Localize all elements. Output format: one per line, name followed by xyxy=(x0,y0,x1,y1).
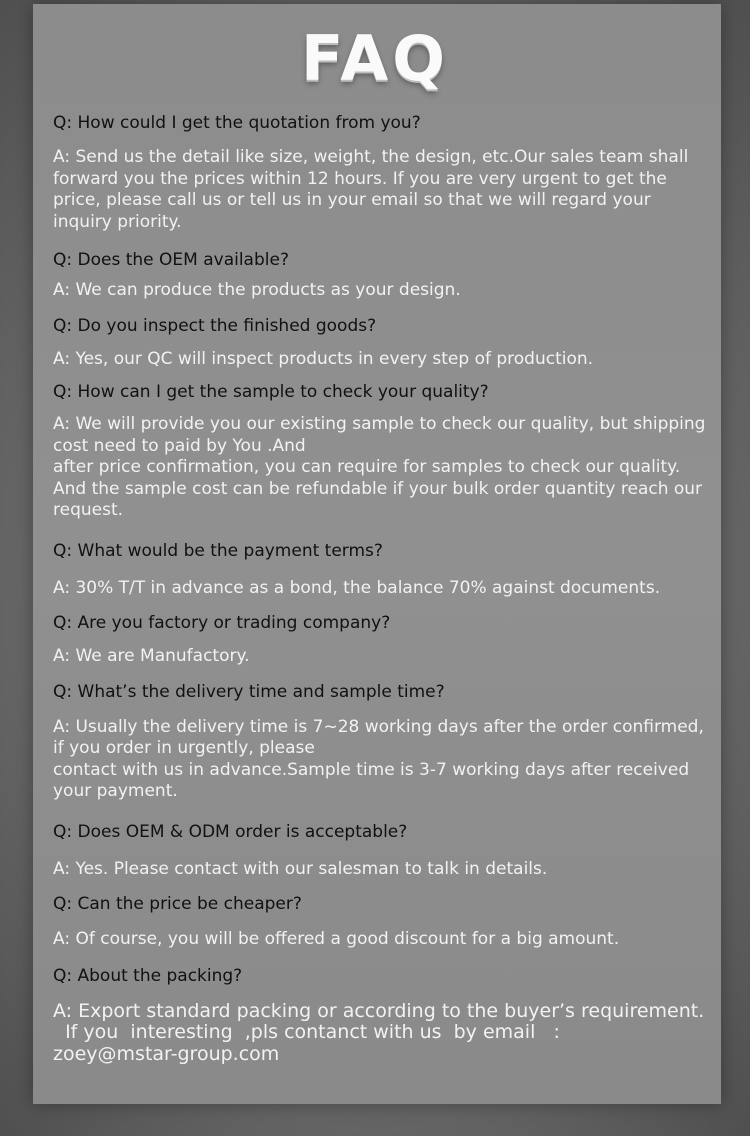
answer xyxy=(53,147,723,233)
answer-line: A: We will provide you our existing sample to check our quality, but shipping xyxy=(53,414,706,434)
answer-line: If you interesting ,pls contanct with us by email : xyxy=(53,1021,560,1043)
answer-line: A: We can produce the products as your design. xyxy=(53,280,461,300)
answer-line: A: Yes. Please contact with our salesman to talk in details. xyxy=(53,858,548,879)
faq-list xyxy=(53,112,723,1065)
question: Q: How could I get the quotation from you? xyxy=(53,113,421,133)
answer-line: A: Usually the delivery time is 7~28 working days after the order confirmed, xyxy=(53,716,704,737)
answer xyxy=(53,859,723,881)
answer-line: forward you the prices within 12 hours. If you are very urgent to get the xyxy=(53,168,667,189)
answer xyxy=(53,578,723,600)
question: Q: Are you factory or trading company? xyxy=(53,613,391,633)
question: Q: Does OEM & ODM order is acceptable? xyxy=(53,821,408,842)
answer-line: And the sample cost can be refundable if your bulk order quantity reach our xyxy=(53,478,703,499)
answer-line: cost need to paid by You .And xyxy=(53,435,306,456)
answer-line: after price confirmation, you can require for samples to check our quality. xyxy=(53,457,681,477)
answer-line: request. xyxy=(53,500,124,520)
answer-line: price, please call us or tell us in your email so that we will regard your xyxy=(53,190,651,210)
question: Q: Do you inspect the finished goods? xyxy=(53,315,377,336)
answer xyxy=(53,414,723,522)
answer-line: A: Of course, you will be offered a good discount for a big amount. xyxy=(53,929,620,949)
answer-line: A: 30% T/T in advance as a bond, the balance 70% against documents. xyxy=(53,577,661,598)
answer-line: inquiry priority. xyxy=(53,211,182,232)
email-address: zoey@mstar-group.com xyxy=(53,1042,280,1065)
question: Q: Does the OEM available? xyxy=(53,250,289,270)
answer-line: A: Yes, our QC will inspect products in every step of production. xyxy=(53,348,594,369)
answer-line: A: We are Manufactory. xyxy=(53,646,250,666)
question: Q: What would be the payment terms? xyxy=(53,540,383,561)
answer-line: your payment. xyxy=(53,781,178,801)
answer-line: A: Send us the detail like size, weight, the design, etc.Our sales team shall xyxy=(53,147,689,167)
answer-line: if you order in urgently, please xyxy=(53,738,315,758)
answer-line: A: Export standard packing or according to the buyer’s requirement. xyxy=(53,999,705,1022)
answer-line: contact with us in advance.Sample time is 3-7 working days after received xyxy=(53,759,690,780)
question: Q: What’s the delivery time and sample time? xyxy=(53,681,445,702)
answer xyxy=(53,349,723,371)
answer xyxy=(53,280,723,302)
question: Q: Can the price be cheaper? xyxy=(53,894,302,914)
answer xyxy=(53,646,723,668)
answer xyxy=(53,717,723,803)
page-title: FAQ xyxy=(301,22,449,95)
answer xyxy=(53,929,723,951)
question: Q: About the packing? xyxy=(53,965,243,986)
question: Q: How can I get the sample to check your quality? xyxy=(53,382,489,402)
answer xyxy=(53,1001,723,1066)
